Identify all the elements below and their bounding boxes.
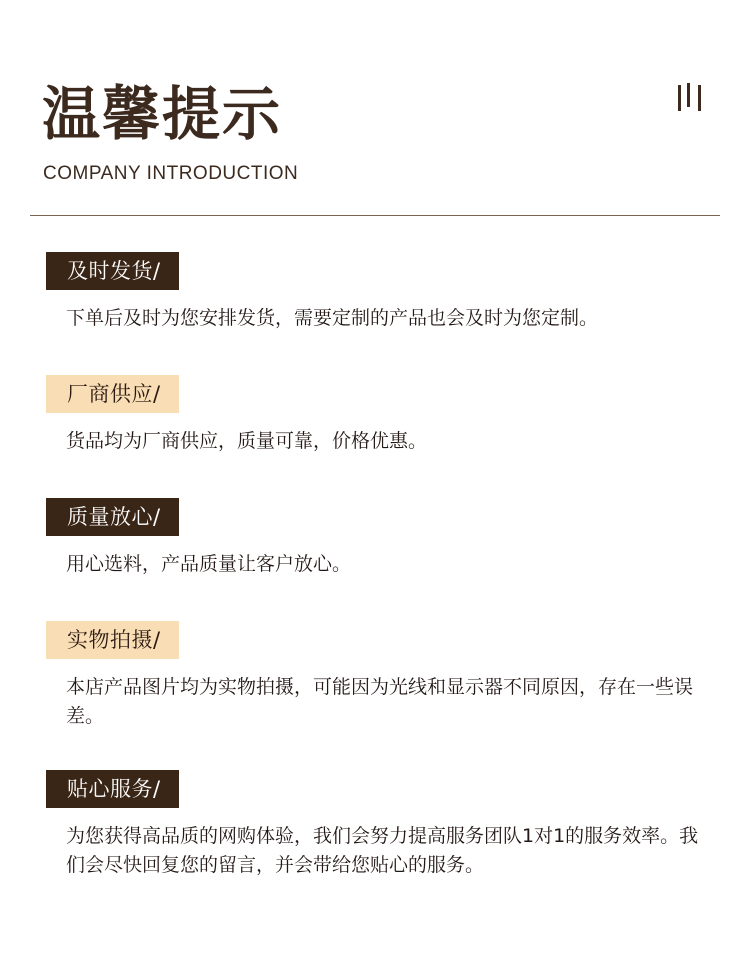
- section-text: 用心选料，产品质量让客户放心。: [66, 553, 352, 575]
- vertical-bars-icon: [678, 83, 702, 111]
- section-fast-shipping: [46, 252, 706, 333]
- section-tag: 及时发货/: [46, 252, 179, 290]
- page-subtitle: COMPANY INTRODUCTION: [43, 163, 299, 184]
- section-text: 货品均为厂商供应，质量可靠，价格优惠。: [66, 430, 428, 452]
- section-tag: 质量放心/: [46, 498, 179, 536]
- section-text: 下单后及时为您安排发货，需要定制的产品也会及时为您定制。: [66, 307, 599, 329]
- page-title: 温馨提示: [42, 80, 283, 148]
- section-manufacturer-supply: [46, 375, 706, 456]
- header-divider: [30, 215, 720, 216]
- section-real-photos: [46, 621, 706, 731]
- section-tag: 厂商供应/: [46, 375, 179, 413]
- section-text: 为您获得高品质的网购体验，我们会努力提高服务团队1对1的服务效率。我们会尽快回复您的留言，并会带给您贴心的服务。: [66, 825, 699, 876]
- section-tag: 实物拍摄/: [46, 621, 179, 659]
- section-attentive-service: [46, 770, 706, 880]
- section-quality-assurance: [46, 498, 706, 579]
- section-text: 本店产品图片均为实物拍摄，可能因为光线和显示器不同原因，存在一些误差。: [66, 676, 694, 727]
- section-tag: 贴心服务/: [46, 770, 179, 808]
